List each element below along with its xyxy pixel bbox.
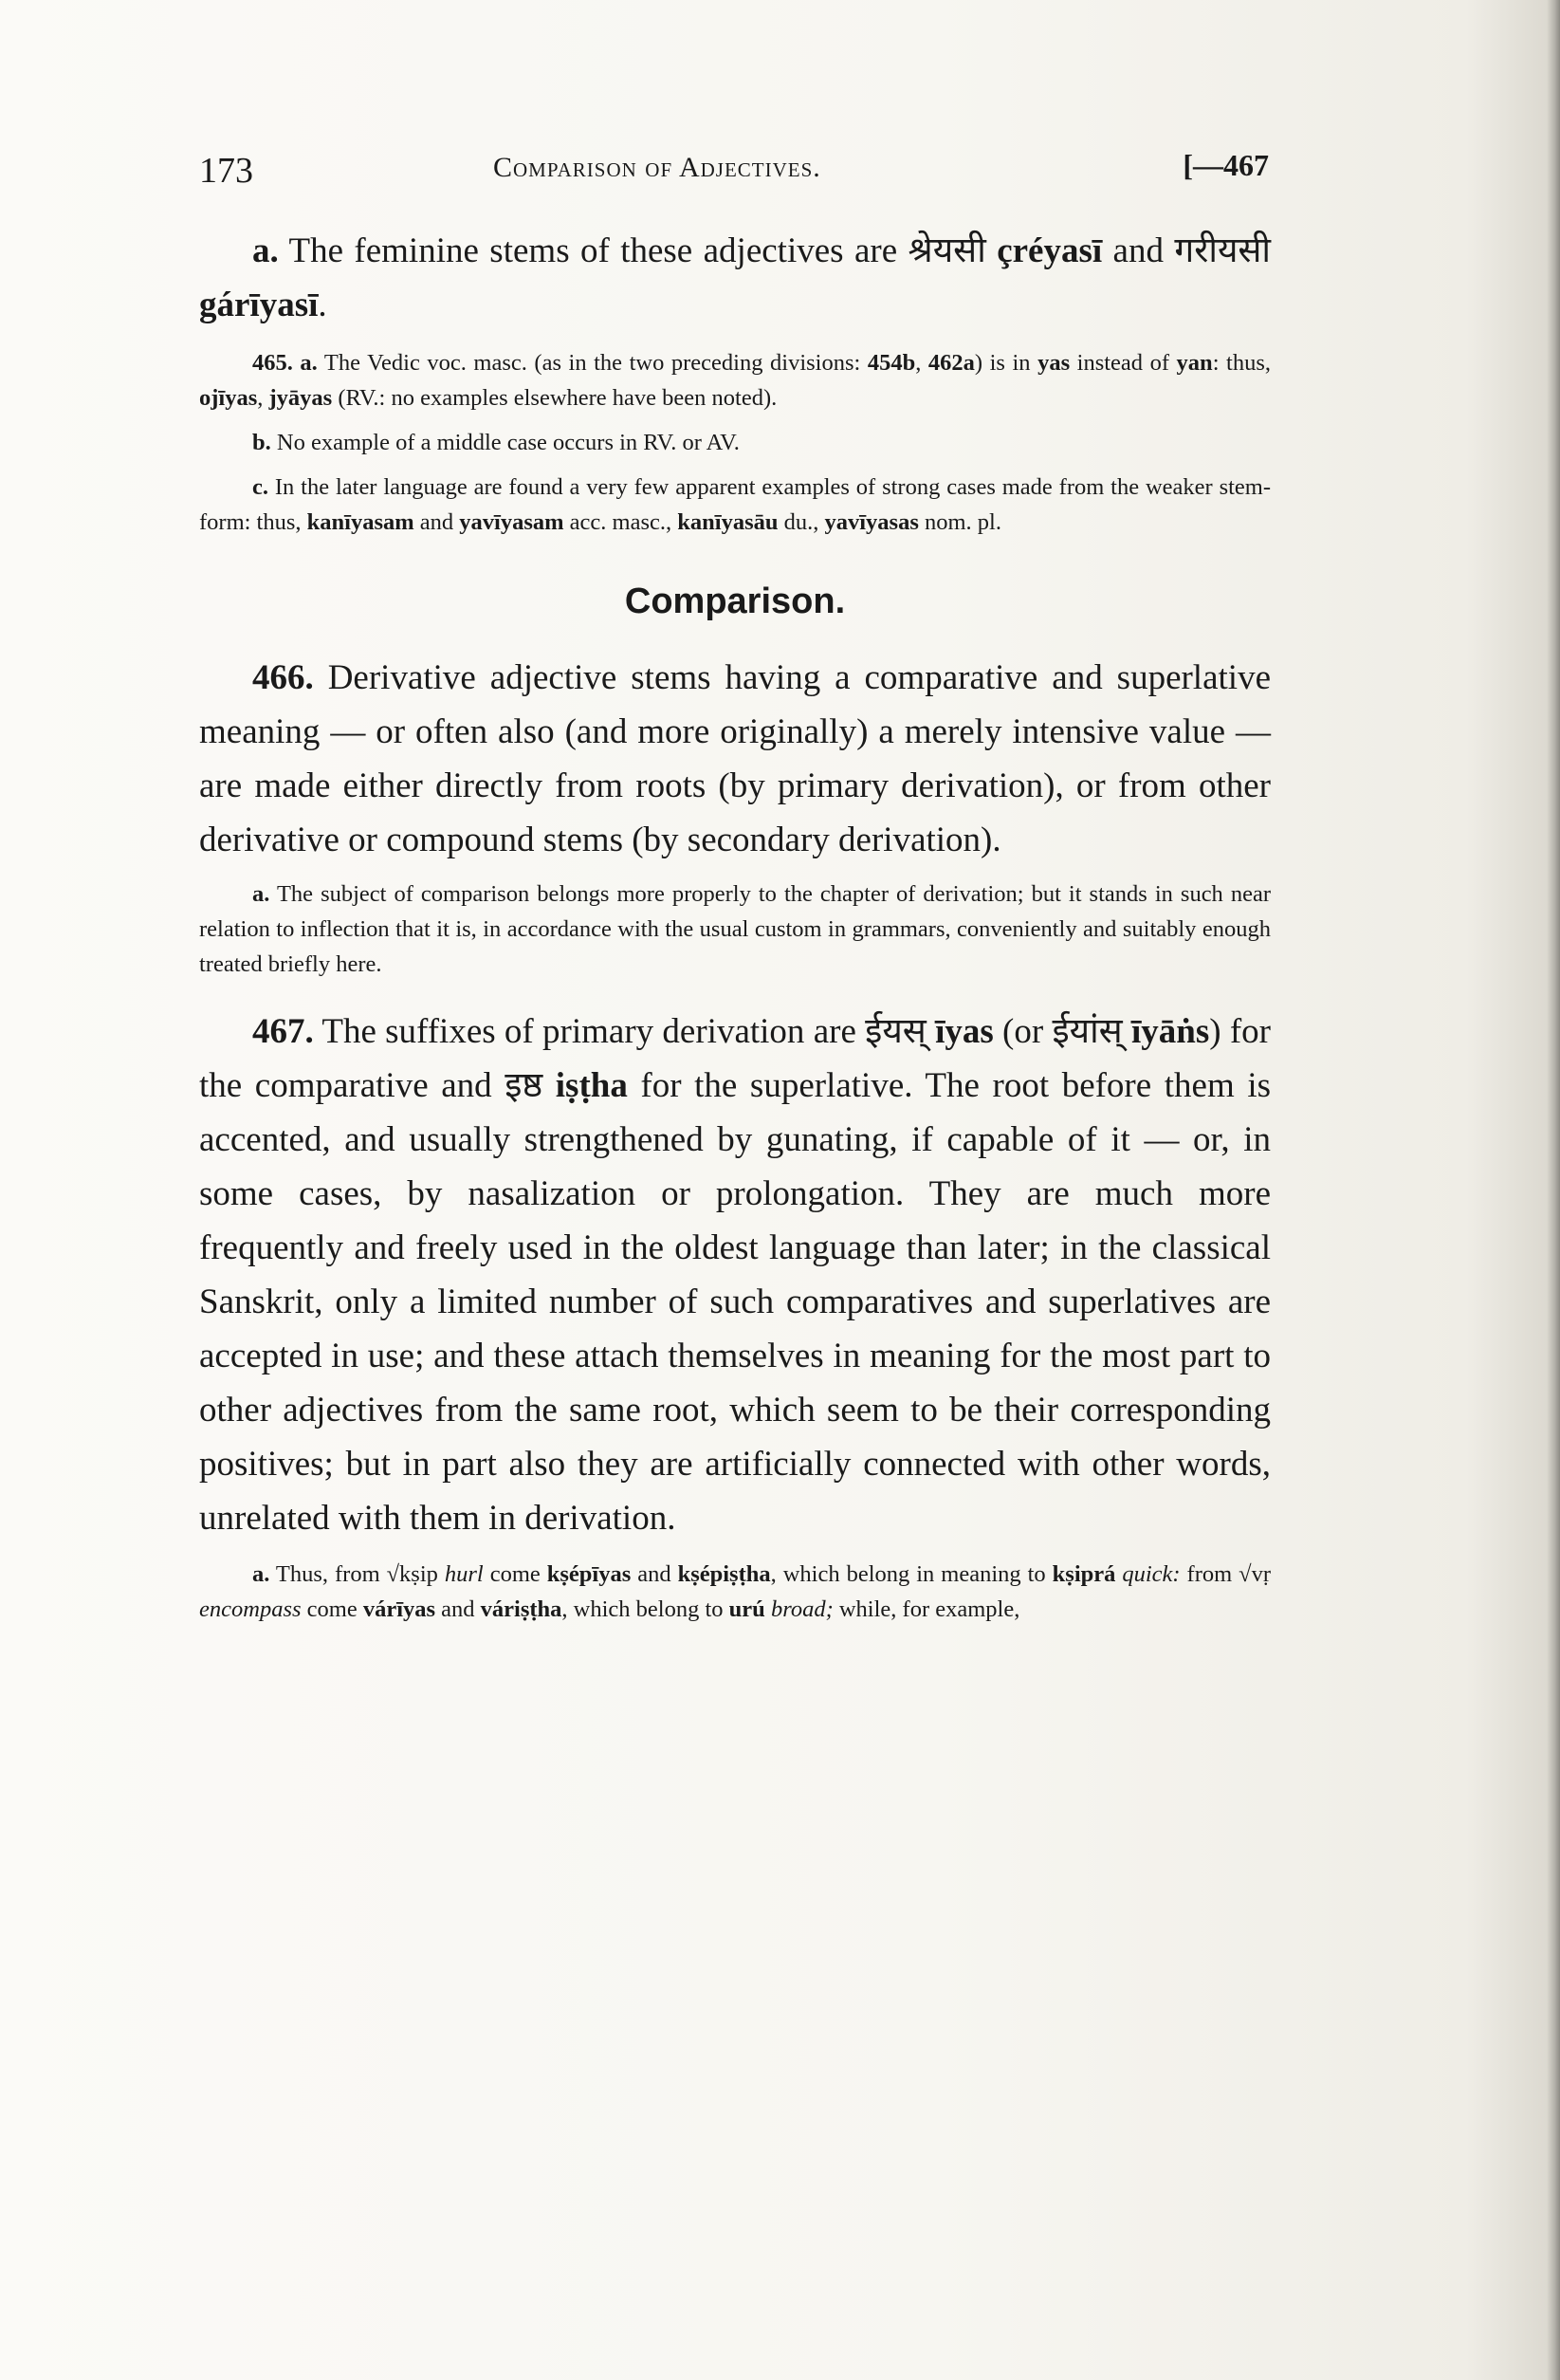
label-464a: a. <box>252 231 279 270</box>
term-ksepistha: kṣépiṣṭha <box>677 1561 771 1587</box>
ref-454b: 454b <box>867 350 916 376</box>
term-kaniyasam: kanīyasam <box>306 509 414 535</box>
running-head <box>199 142 1271 199</box>
page-number: 173 <box>199 151 253 191</box>
paragraph-467: 467. The suffixes of primary derivation are ईयस् īyas (or ईयांस् īyāṅs) for the comparative and इष्ठ iṣṭha for the superlative. The root before them is accented, and usually strengthened by gunating, if capable of it — or, in some cases, by nasalization or prolongation. They are much more frequently and freely used in the oldest language than later; in the classical Sanskrit, only a limited number of such comparatives and superlatives are accepted in use; and these attach themselves in meaning for the most part to other adjectives from the same root, which seem to be their corresponding positives; but in part also they are artificially connected with other words, unrelated with them in derivation. <box>199 1012 1271 1538</box>
gloss-hurl: hurl <box>444 1561 484 1587</box>
term-istha: iṣṭha <box>555 1066 628 1105</box>
paragraph-466a: a. The subject of comparison belongs more properly to the chapter of derivation; but it stands in such near relation to inflection that it is, in accordance with the usual custom in grammars, conveniently and suitably enough treated briefly here. <box>199 881 1271 977</box>
label-465b: b. <box>252 430 271 455</box>
devanagari-iyans: ईयांस् <box>1052 1012 1123 1051</box>
root-ksip: √kṣip <box>386 1561 438 1587</box>
term-variyas: várīyas <box>362 1596 436 1622</box>
term-uru: urú <box>728 1596 765 1622</box>
term-yaviyasam: yavīyasam <box>459 509 564 535</box>
paragraph-465b: b. No example of a middle case occurs in RV. or AV. <box>252 430 740 455</box>
term-ksepiyas: kṣépīyas <box>546 1561 632 1587</box>
term-iyans: īyāṅs <box>1130 1012 1210 1051</box>
text-column <box>199 142 1271 1627</box>
section-number-467: 467. <box>252 1012 314 1051</box>
paragraph-467a: a. Thus, from √kṣip hurl come kṣépīyas and kṣépiṣṭha, which belong in meaning to kṣiprá quick: from √vṛ encompass come várīyas and váriṣṭha, which belong to urú broad; while, for example, <box>199 1561 1272 1622</box>
devanagari-shreyasi: श्रेयसी <box>908 231 986 270</box>
devanagari-iyas: ईयस् <box>865 1012 927 1051</box>
term-yas: yas <box>1037 350 1071 376</box>
running-title: Comparison of Adjectives. <box>493 152 821 183</box>
term-kaniyasau: kanīyasāu <box>677 509 779 535</box>
gloss-quick: quick: <box>1122 1561 1181 1587</box>
term-yan: yan <box>1176 350 1213 376</box>
paragraph-464a: a. The feminine stems of these adjectives are श्रेयसी çréyasī and गरीयसी gárīyasī. <box>199 231 1271 324</box>
label-466a: a. <box>252 881 270 907</box>
section-reference: [—467 <box>1183 148 1269 182</box>
devanagari-istha: इष्ठ <box>505 1066 543 1105</box>
section-heading: Comparison. <box>624 581 846 621</box>
term-iyas: īyas <box>935 1012 994 1051</box>
devanagari-gariyasi: गरीयसी <box>1174 231 1271 270</box>
translit-gariyasi: gárīyasī <box>199 286 319 324</box>
spine-shadow <box>1547 0 1560 2380</box>
root-vr: √vṛ <box>1239 1561 1272 1587</box>
label-467a: a. <box>252 1561 270 1587</box>
gloss-broad: broad; <box>770 1596 834 1622</box>
translit-shreyasi: çréyasī <box>997 231 1103 270</box>
paragraph-465a: 465. a. The Vedic voc. masc. (as in the two preceding divisions: 454b, 462a) is in yas instead of yan: thus, ojīyas, jyāyas (RV.: no examples elsewhere have been noted). <box>199 350 1271 411</box>
label-465c: c. <box>252 474 268 500</box>
term-jyayas: jyāyas <box>268 385 333 411</box>
term-yaviyasas: yavīyasas <box>824 509 919 535</box>
section-number-465a: 465. a. <box>252 350 318 376</box>
term-varistha: váriṣṭha <box>480 1596 562 1622</box>
section-number-466: 466. <box>252 658 314 697</box>
ref-462a: 462a <box>927 350 975 376</box>
term-ksipra: kṣiprá <box>1052 1561 1116 1587</box>
gloss-encompass: encompass <box>199 1596 302 1622</box>
term-ojiyas: ojīyas <box>199 385 258 411</box>
paragraph-465c: c. In the later language are found a very few apparent examples of strong cases made from the weaker stem-form: thus, kanīyasam and yavīyasam acc. masc., kanīyasāu du., yavīyasas nom. pl. <box>199 474 1271 535</box>
paragraph-466: 466. Derivative adjective stems having a comparative and superlative meaning — or often also (and more originally) a merely intensive value — are made either directly from roots (by primary derivation), or from other derivative or compound stems (by secondary derivation). <box>199 658 1271 859</box>
